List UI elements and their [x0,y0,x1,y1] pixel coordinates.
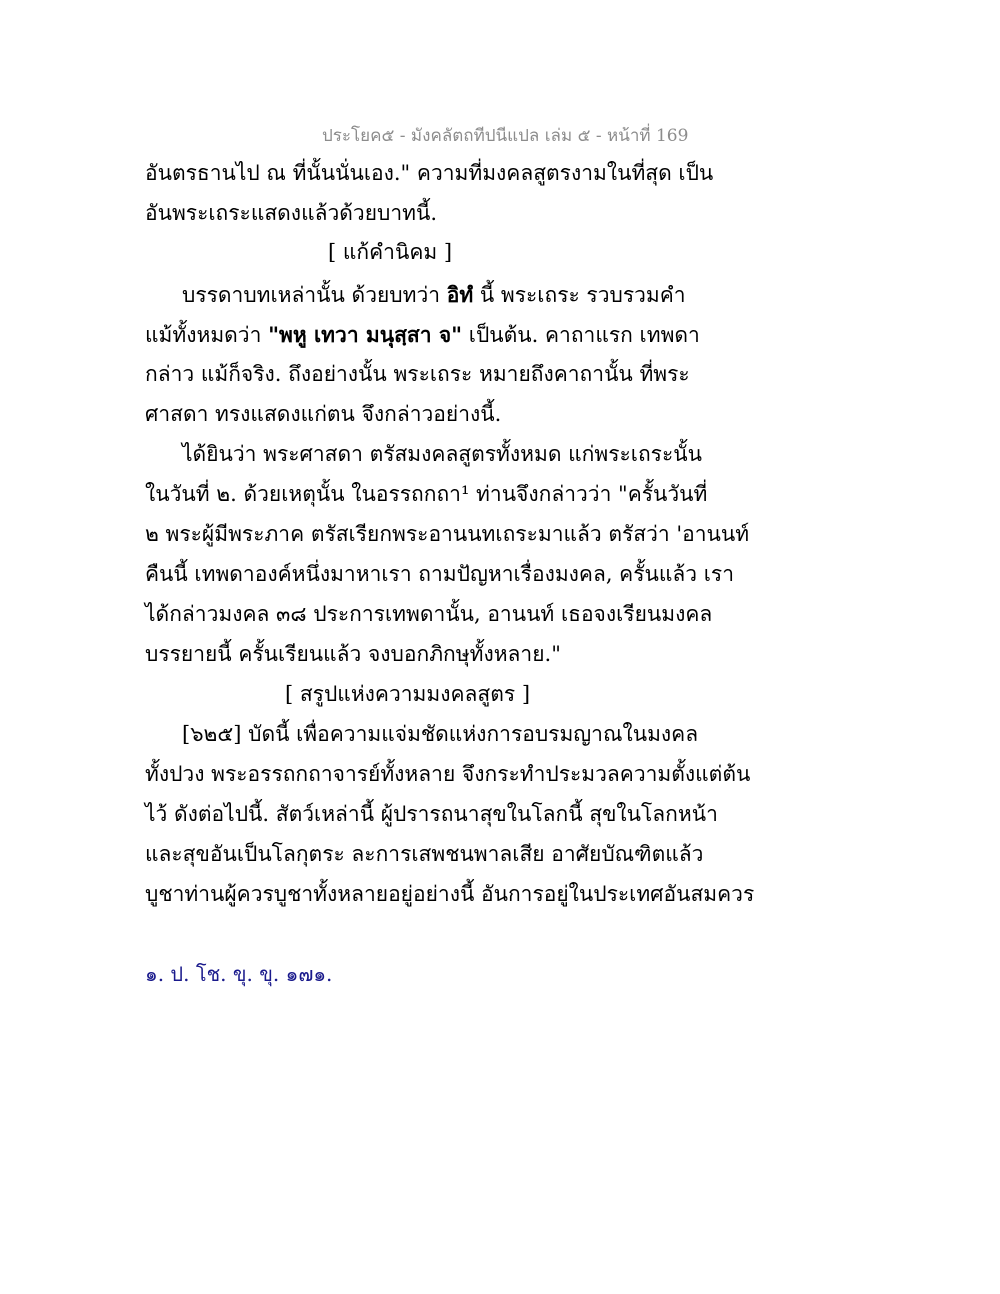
text-line: ทั้งปวง พระอรรถกถาจารย์ทั้งหลาย จึงกระทำประมวลความตั้งแต่ต้น [145,762,751,786]
text-line: [๖๒๕] บัดนี้ เพื่อความแจ่มชัดแห่งการอบรมญาณในมงคล [182,722,699,746]
text-line: ได้ยินว่า พระศาสดา ตรัสมงคลสูตรทั้งหมด แก่พระเถระนั้น [182,442,702,466]
footnote: ๑. ป. โช. ขุ. ขุ. ๑๗๑. [145,962,333,986]
section-heading: [ แก้คำนิคม ] [328,240,453,264]
text-line: กล่าว แม้ก็จริง. ถึงอย่างนั้น พระเถระ หมายถึงคาถานั้น ที่พระ [145,362,690,386]
text-span: บรรดาบทเหล่านั้น ด้วยบทว่า [182,283,447,307]
text-line: ในวันที่ ๒. ด้วยเหตุนั้น ในอรรถกถา¹ ท่านจึงกล่าวว่า "ครั้นวันที่ [145,482,708,506]
text-line: และสุขอันเป็นโลกุตระ ละการเสพชนพาลเสีย อาศัยบัณฑิตแล้ว [145,842,704,866]
page-header: ประโยค๕ - มังคลัตถทีปนีแปล เล่ม ๕ - หน้าที่ 169 [322,126,689,146]
pali-term: อิทํ [446,282,474,307]
text-line: ๒ พระผู้มีพระภาค ตรัสเรียกพระอานนทเถระมาแล้ว ตรัสว่า 'อานนท์ [145,522,750,546]
pali-quote: "พหู เทวา มนุสฺสา จ" [268,322,463,347]
section-heading: [ สรูปแห่งความมงคลสูตร ] [285,682,531,706]
text-line: คืนนี้ เทพดาองค์หนึ่งมาหาเรา ถามปัญหาเรื่องมงคล, ครั้นแล้ว เรา [145,562,734,586]
text-line: บรรยายนี้ ครั้นเรียนแล้ว จงบอกภิกษุทั้งหลาย." [145,642,561,666]
text-line [182,284,686,306]
text-line: ได้กล่าวมงคล ๓๘ ประการเทพดานั้น, อานนท์ เธอจงเรียนมงคล [145,602,713,626]
text-line: อันพระเถระแสดงแล้วด้วยบาทนี้. [145,201,437,225]
text-span: นี้ พระเถระ รวบรวมคำ [473,283,686,307]
text-line [145,324,700,346]
text-line: ศาสดา ทรงแสดงแก่ตน จึงกล่าวอย่างนี้. [145,402,502,426]
text-span: แม้ทั้งหมดว่า [145,323,269,347]
text-line: อันตรธานไป ณ ที่นั้นนั่นเอง." ความที่มงคลสูตรงามในที่สุด เป็น [145,161,714,185]
text-line: ไว้ ดังต่อไปนี้. สัตว์เหล่านี้ ผู้ปรารถนาสุขในโลกนี้ สุขในโลกหน้า [145,802,718,826]
text-span: เป็นต้น. คาถาแรก เทพดา [462,323,700,347]
text-line: บูชาท่านผู้ควรบูชาทั้งหลายอยู่อย่างนี้ อันการอยู่ในประเทศอันสมควร [145,882,755,906]
